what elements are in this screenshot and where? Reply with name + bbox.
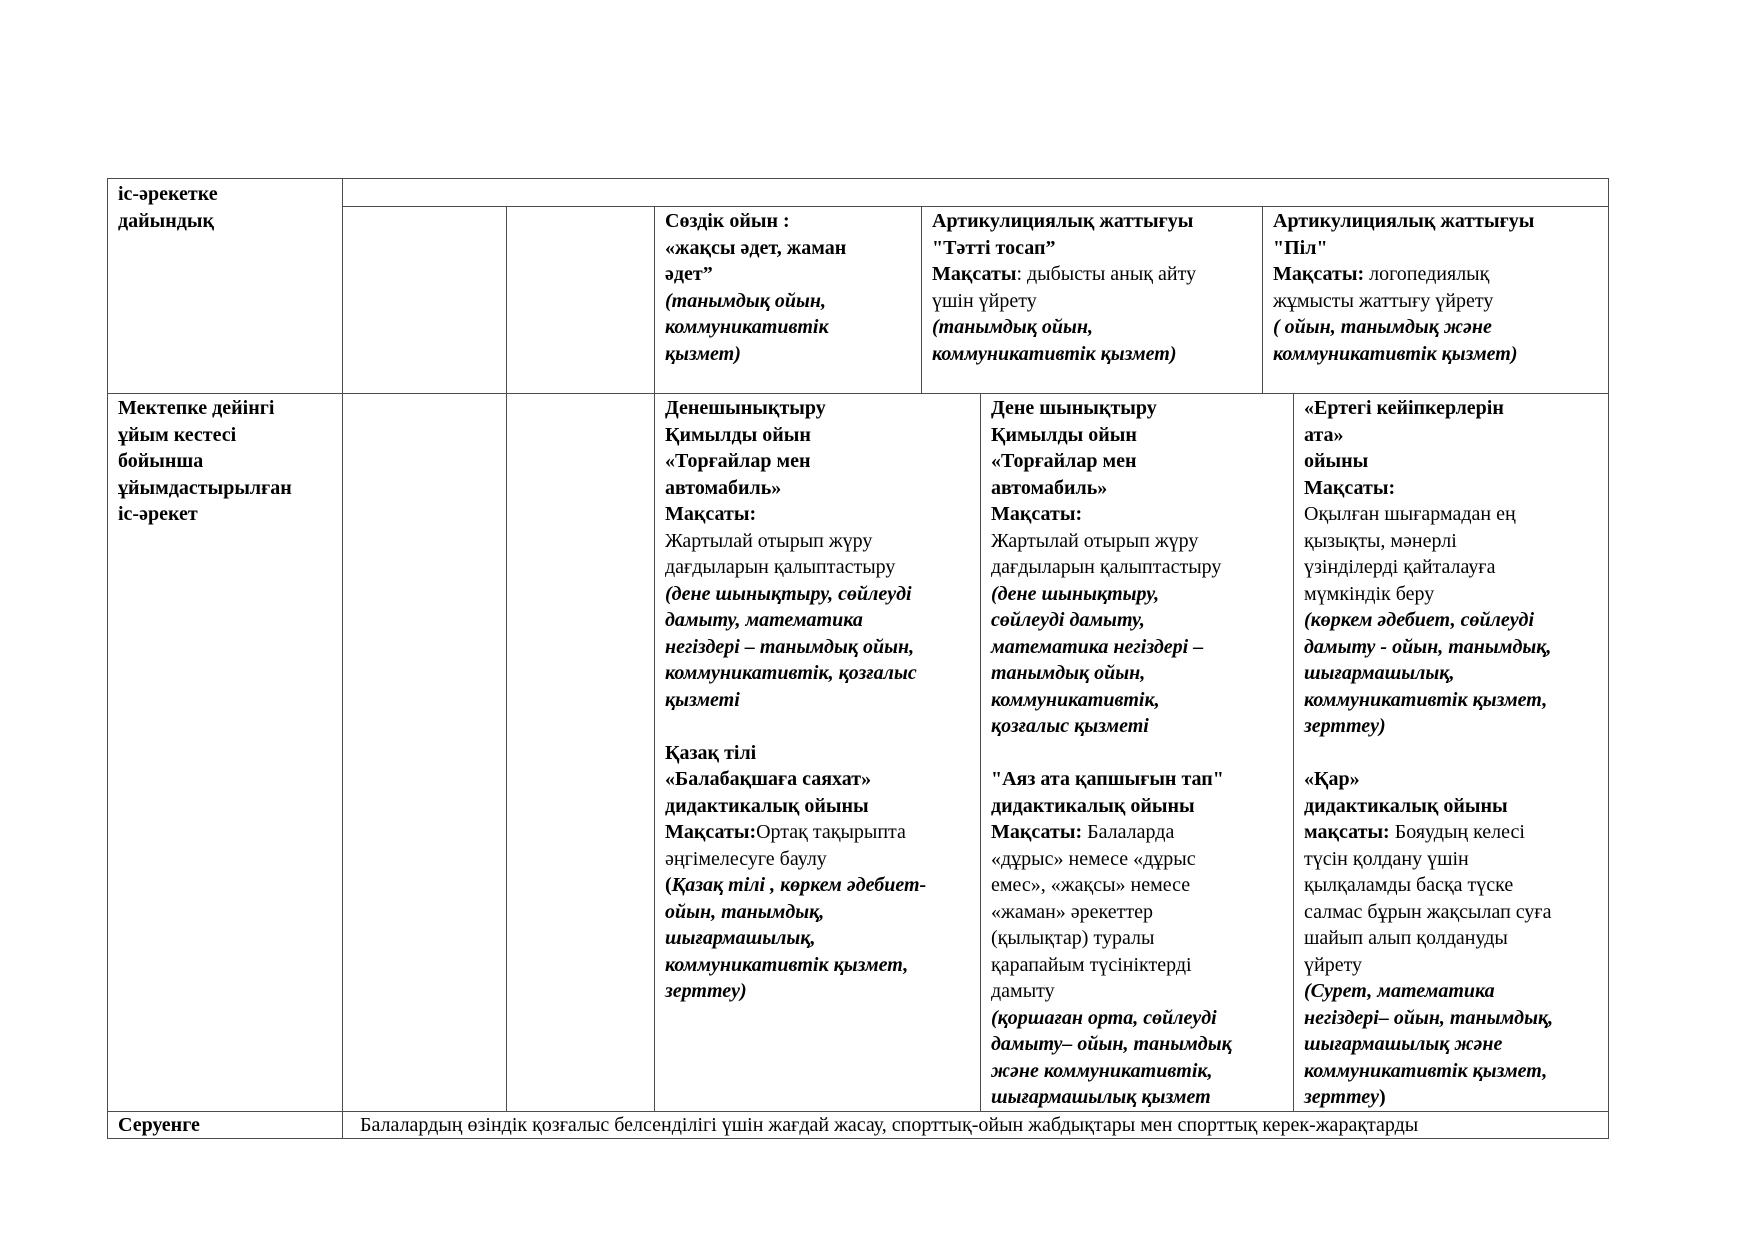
col-divider-2 [506,206,507,1112]
row-divider-org [107,393,1609,394]
col-divider-3 [654,206,655,1112]
org-col6-activity: «Ертегі кейіпкерлерін ата» ойыны Мақсаты: Оқылған шығармадан ең қызықты, мәнерлі үзінділерді қайталауға мүмкіндік беру (көркем әдебиет, сөйлеуді дамыту - ойын, танымдық, шығармашылық, коммуникативтік қызмет, зерттеу) «Қар» дидактикалық ойыны мақсаты: Бояудың келесі түсін қолдану үшін қылқаламды басқа түске салмас бұрын жақсылап суға шайып алып қолдануды үйрету (Сурет, математика негіздері– ойын, танымдық, шығармашылық және коммуникативтік қызмет, зерттеу) [1304,397,1554,1108]
table-border-left [107,178,108,1139]
col-divider-4-org [980,393,981,1112]
walk-row-label: Серуенге [118,1114,200,1136]
org-col5-activity: Дене шынықтыру Қимылды ойын «Торғайлар мен автомабиль» Мақсаты: Жартылай отырып жүру дағдыларын қалыптастыру (дене шынықтыру, сөйлеуді дамыту, математика негіздері – танымдық ойын, коммуникативтік, қозғалыс қызметі "Аяз ата қапшығын тап" дидактикалық ойыны Мақсаты: Балаларда «дұрыс» немесе «дұрыс емес», «жақсы» немесе «жаман» әрекеттер (қылықтар) туралы қарапайым түсініктерді дамыту (қоршаған орта, сөйлеуді дамыту– ойын, танымдық және коммуникативтік, шығармашылық қызмет [991,397,1232,1108]
table-border-top [107,178,1609,179]
walk-row-text: Балалардың өзіндік қозғалыс белсенділігі үшін жағдай жасау, спорттық-ойын жабдықтары мен спорттық керек-жарақтарды [360,1114,1419,1136]
prep-col4-activity: Сөздік ойын : «жақсы әдет, жаман әдет” (танымдық ойын, коммуникативтік қызмет) [665,210,847,365]
prep-col6-activity: Артикулициялық жаттығуы "Піл" Мақсаты: логопедиялық жұмысты жаттығу үйрету ( ойын, танымдық және коммуникативтік қызмет) [1273,210,1535,365]
col-divider-1 [342,178,343,1139]
table-border-right [1608,178,1609,1139]
col-divider-4-prep [921,206,922,394]
org-col4-activity: Денешынықтыру Қимылды ойын «Торғайлар мен автомабиль» Мақсаты: Жартылай отырып жүру дағдыларын қалыптастыру (дене шынықтыру, сөйлеуді дамыту, математика негіздері – танымдық ойын, коммуникативтік, қозғалыс қызметі Қазақ тілі «Балабақшаға саяхат» дидактикалық ойыны Мақсаты:Ортақ тақырыпта әңгімелесуге баулу (Қазақ тілі , көркем әдебиет- ойын, танымдық, шығармашылық, коммуникативтік қызмет, зерттеу) [665,397,927,1002]
org-row-label: Мектепке дейінгі ұйым кестесі бойынша ұйымдастырылған іс-әрекет [118,397,292,525]
col-divider-5-prep [1262,206,1263,394]
prep-row-label: іс-әрекетке дайындық [118,183,218,232]
prep-col5-activity: Артикулициялық жаттығуы "Тәтті тосап” Мақсаты: дыбысты анық айту үшін үйрету (танымдық ойын, коммуникативтік қызмет) [932,210,1197,365]
col-divider-5-org [1293,393,1294,1112]
row-divider-prep-inner [342,206,1609,207]
